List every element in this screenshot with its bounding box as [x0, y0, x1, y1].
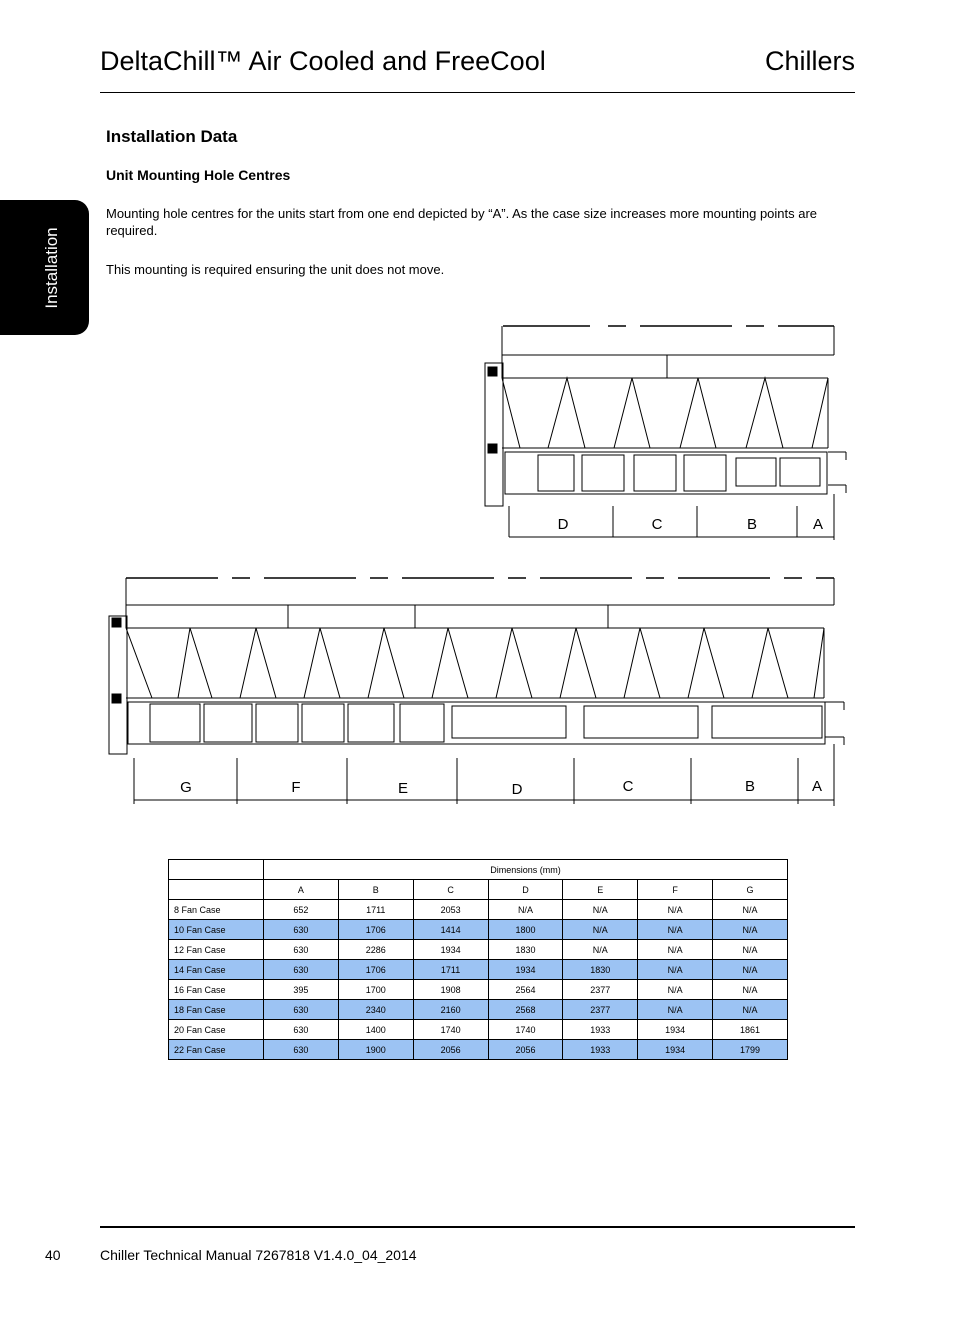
intro-paragraph: Mounting hole centres for the units start from one end depicted by “A”. As the case size increases more mounting points are required. — [106, 206, 818, 238]
small-dim-label: A — [812, 516, 824, 533]
large-dim-label: C — [622, 778, 634, 795]
column-header: G — [713, 880, 788, 900]
table-cell: 2286 — [338, 940, 413, 960]
large-unit-drawing — [109, 578, 844, 806]
table-cell: 1706 — [338, 960, 413, 980]
table-cell: 1711 — [338, 900, 413, 920]
header-title: DeltaChill™ Air Cooled and FreeCool — [100, 46, 546, 76]
row-label: 14 Fan Case — [169, 960, 264, 980]
table-row — [169, 1020, 788, 1040]
table-cell: 2568 — [488, 1000, 563, 1020]
table-cell: 630 — [264, 1020, 339, 1040]
table-row — [169, 980, 788, 1000]
table-cell: 652 — [264, 900, 339, 920]
column-header: D — [488, 880, 563, 900]
table-cell: 1934 — [638, 1020, 713, 1040]
table-row — [169, 940, 788, 960]
row-label: 12 Fan Case — [169, 940, 264, 960]
table-group-header-row — [169, 860, 788, 880]
table-cell: 1711 — [413, 960, 488, 980]
small-unit-drawing — [485, 326, 846, 540]
table-cell: N/A — [638, 980, 713, 1000]
footer-text: Chiller Technical Manual 7267818 V1.4.0_04_2014 — [100, 1247, 417, 1263]
table-cell: 2160 — [413, 1000, 488, 1020]
large-dim-label: A — [811, 778, 823, 795]
section-subheading: Unit Mounting Hole Centres — [106, 167, 291, 183]
table-cell: N/A — [713, 920, 788, 940]
table-cell: 2056 — [488, 1040, 563, 1060]
mounting-dimensions-table — [168, 859, 788, 1060]
table-cell: 395 — [264, 980, 339, 1000]
table-cell: 1740 — [488, 1020, 563, 1040]
header-category: Chillers — [764, 46, 855, 76]
table-cell: N/A — [638, 900, 713, 920]
table-cell: N/A — [713, 980, 788, 1000]
footer-rule — [100, 1226, 855, 1228]
table-cell: 1400 — [338, 1020, 413, 1040]
table-cell: 1900 — [338, 1040, 413, 1060]
table-cell: 1700 — [338, 980, 413, 1000]
table-cell: N/A — [638, 1000, 713, 1020]
column-header: B — [338, 880, 413, 900]
small-dim-label: B — [746, 516, 758, 533]
table-body — [169, 900, 788, 1060]
large-dim-label: D — [511, 781, 523, 798]
table-corner-cell — [169, 880, 264, 900]
table-column-header-row — [169, 880, 788, 900]
table-row — [169, 1040, 788, 1060]
column-header: E — [563, 880, 638, 900]
page-number: 40 — [45, 1247, 61, 1263]
column-header: F — [638, 880, 713, 900]
table-cell: 1933 — [563, 1040, 638, 1060]
table-cell: 1908 — [413, 980, 488, 1000]
table-cell: 2564 — [488, 980, 563, 1000]
table-row — [169, 1000, 788, 1020]
table-corner-cell — [169, 860, 264, 880]
table-cell: N/A — [638, 920, 713, 940]
table-cell: 1830 — [563, 960, 638, 980]
table-cell: 630 — [264, 1040, 339, 1060]
row-label: 16 Fan Case — [169, 980, 264, 1000]
table-cell: 1933 — [563, 1020, 638, 1040]
section-heading: Installation Data — [106, 127, 238, 146]
table-cell: N/A — [638, 960, 713, 980]
section-tab-label: Installation — [42, 227, 61, 309]
small-dim-label: C — [651, 516, 663, 533]
table-cell: 1934 — [488, 960, 563, 980]
table-group-header: Dimensions (mm) — [264, 860, 788, 880]
row-label: 8 Fan Case — [169, 900, 264, 920]
table-cell: N/A — [713, 1000, 788, 1020]
small-dim-label: D — [557, 516, 569, 533]
table-cell: N/A — [488, 900, 563, 920]
table-cell: 1799 — [713, 1040, 788, 1060]
column-header: C — [413, 880, 488, 900]
table-row — [169, 960, 788, 980]
table-cell: 630 — [264, 1000, 339, 1020]
table-cell: N/A — [563, 920, 638, 940]
table-cell: 2056 — [413, 1040, 488, 1060]
table-cell: N/A — [563, 940, 638, 960]
table-cell: 630 — [264, 960, 339, 980]
table-row — [169, 920, 788, 940]
table-cell: 1934 — [413, 940, 488, 960]
large-dim-label: F — [291, 779, 301, 796]
table-cell: 2053 — [413, 900, 488, 920]
table-cell: 2340 — [338, 1000, 413, 1020]
table-cell: N/A — [713, 940, 788, 960]
table-cell: N/A — [713, 960, 788, 980]
table-row — [169, 900, 788, 920]
row-label: 20 Fan Case — [169, 1020, 264, 1040]
table-cell: 2377 — [563, 1000, 638, 1020]
row-label: 18 Fan Case — [169, 1000, 264, 1020]
table-cell: 2377 — [563, 980, 638, 1000]
table-cell: 1800 — [488, 920, 563, 940]
table-cell: N/A — [563, 900, 638, 920]
note-paragraph: This mounting is required ensuring the unit does not move. — [106, 262, 445, 277]
table-cell: 1934 — [638, 1040, 713, 1060]
table-cell: 1414 — [413, 920, 488, 940]
large-dim-label: E — [397, 780, 409, 797]
table-cell: N/A — [713, 900, 788, 920]
table-cell: 1706 — [338, 920, 413, 940]
table-cell: N/A — [638, 940, 713, 960]
row-label: 10 Fan Case — [169, 920, 264, 940]
table-cell: 1740 — [413, 1020, 488, 1040]
table-cell: 1830 — [488, 940, 563, 960]
table-cell: 1861 — [713, 1020, 788, 1040]
column-header: A — [264, 880, 339, 900]
table-cell: 630 — [264, 940, 339, 960]
table-cell: 630 — [264, 920, 339, 940]
large-dim-label: G — [180, 779, 192, 796]
row-label: 22 Fan Case — [169, 1040, 264, 1060]
large-dim-label: B — [744, 778, 756, 795]
